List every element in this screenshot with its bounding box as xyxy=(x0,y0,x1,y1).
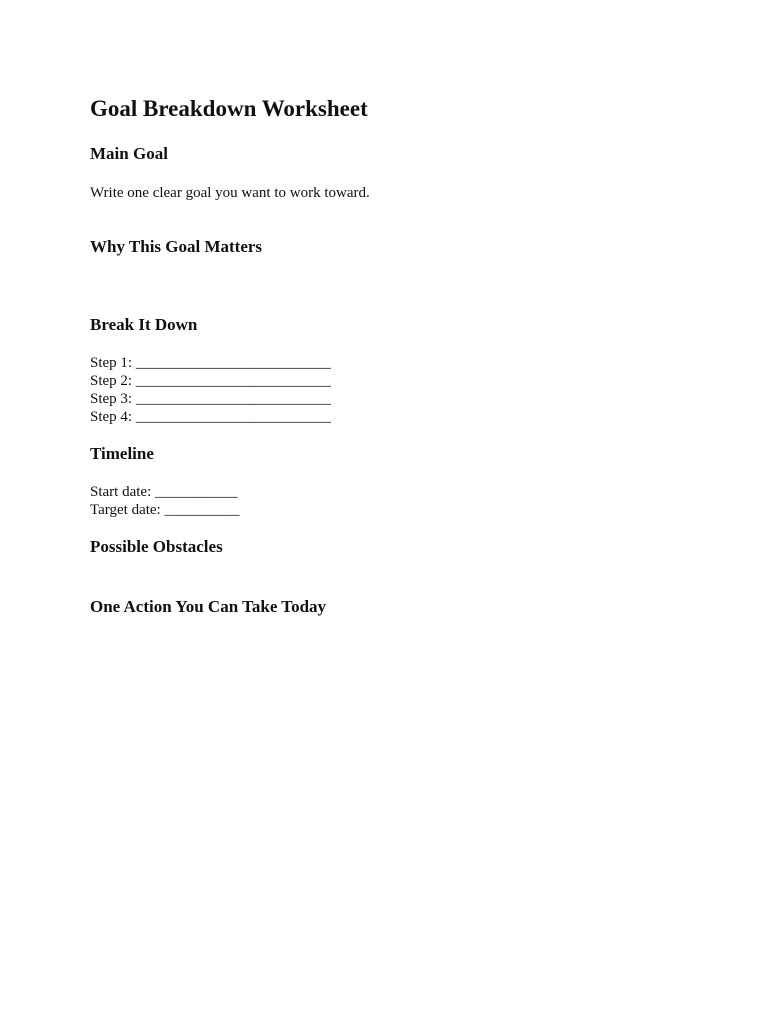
step-3-line: Step 3: __________________________ xyxy=(90,391,331,407)
possible-obstacles-heading: Possible Obstacles xyxy=(90,537,223,556)
main-goal-heading: Main Goal xyxy=(90,144,168,163)
start-date-line: Start date: ___________ xyxy=(90,484,238,500)
break-it-down-heading: Break It Down xyxy=(90,315,198,334)
timeline-heading: Timeline xyxy=(90,444,154,463)
one-action-heading: One Action You Can Take Today xyxy=(90,597,327,616)
page-title: Goal Breakdown Worksheet xyxy=(90,96,368,121)
main-goal-instructions: Write one clear goal you want to work toward. xyxy=(90,185,370,201)
step-2-line: Step 2: __________________________ xyxy=(90,373,331,389)
step-4-line: Step 4: __________________________ xyxy=(90,409,331,425)
target-date-line: Target date: __________ xyxy=(90,502,240,518)
step-1-line: Step 1: __________________________ xyxy=(90,355,331,371)
why-goal-matters-heading: Why This Goal Matters xyxy=(90,237,263,256)
